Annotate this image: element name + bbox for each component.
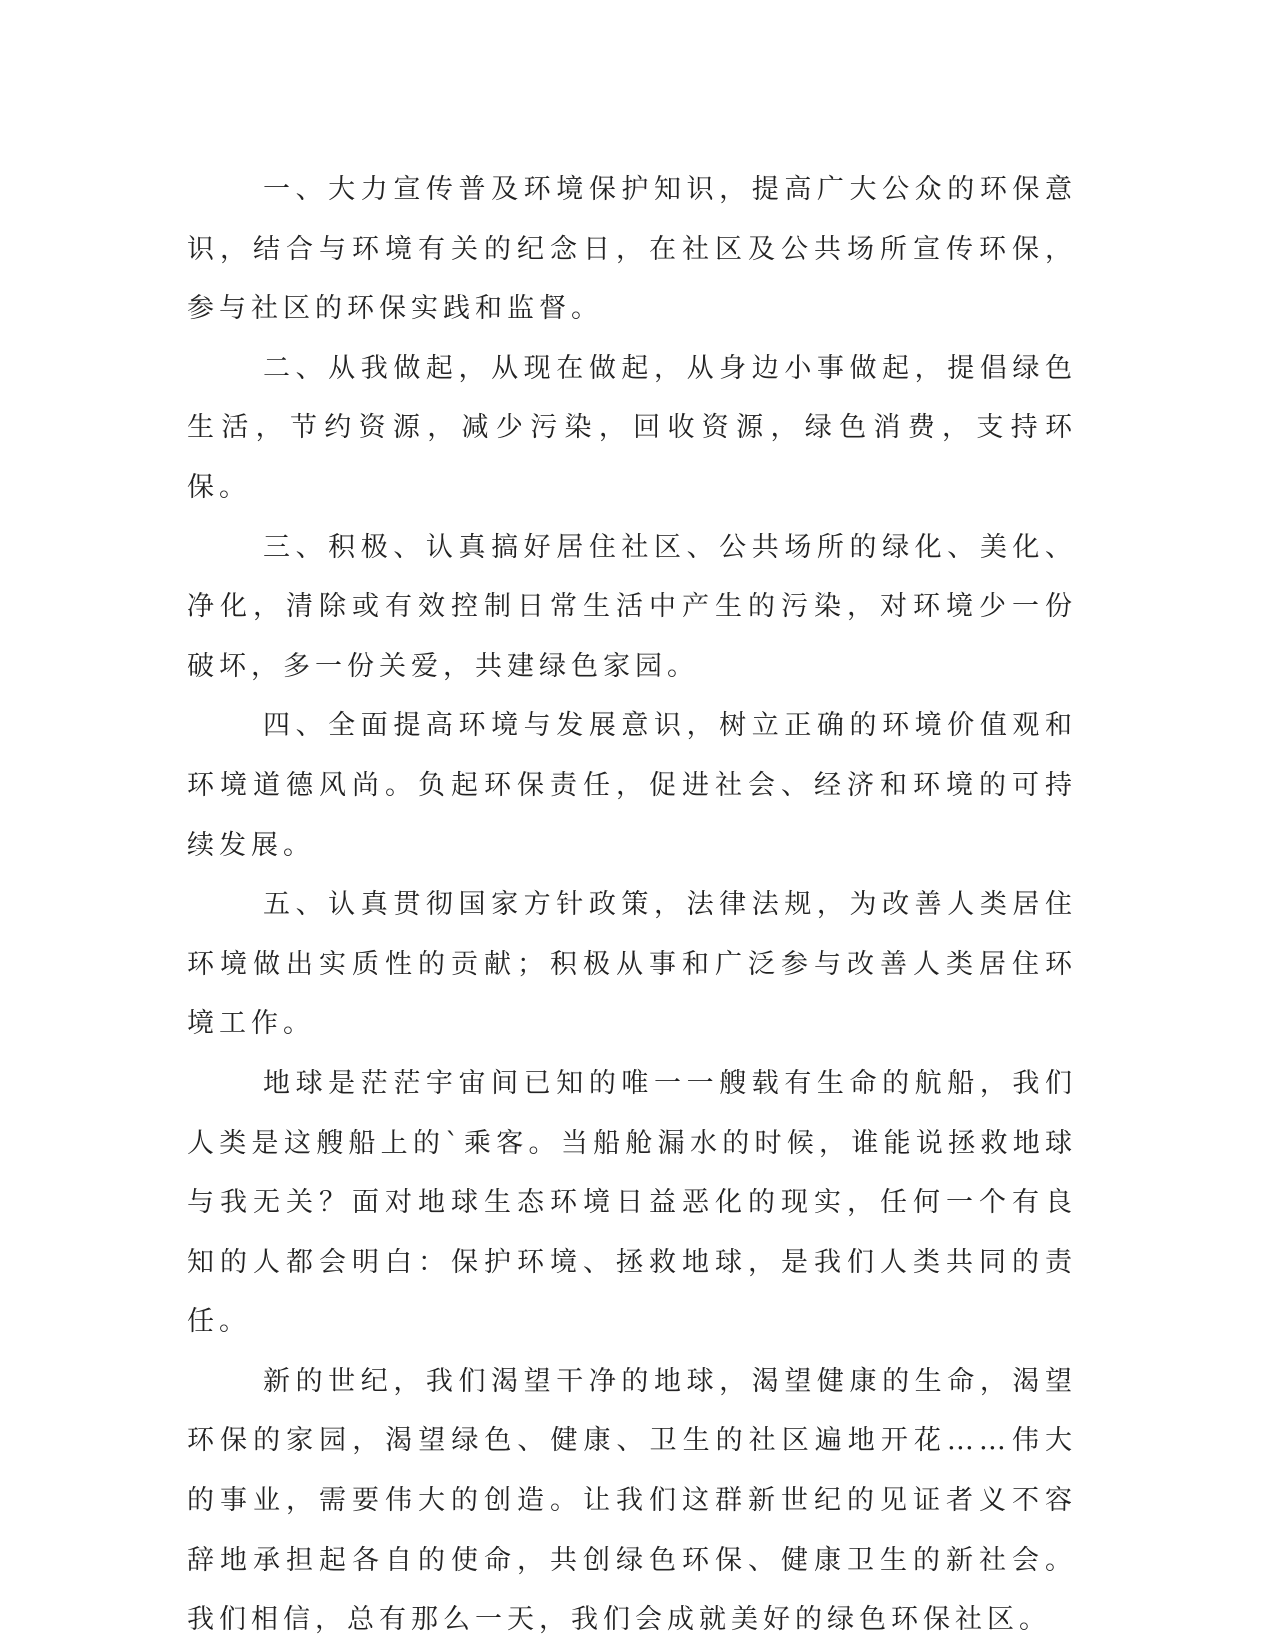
paragraph-6: 地球是茫茫宇宙间已知的唯一一艘载有生命的航船，我们人类是这艘船上的`乘客。当船舱漏水的时候，谁能说拯救地球与我无关？面对地球生态环境日益恶化的现实，任何一个有良知的人都会明白：保护环境、拯救地球，是我们人类共同的责任。 [187, 1067, 1077, 1338]
paragraph-2: 二、从我做起，从现在做起，从身边小事做起，提倡绿色生活，节约资源，减少污染，回收资源，绿色消费，支持环保。 [187, 352, 1077, 503]
paragraph-5: 五、认真贯彻国家方针政策，法律法规，为改善人类居住环境做出实质性的贡献；积极从事和广泛参与改善人类居住环境工作。 [187, 889, 1077, 1040]
document-body [187, 160, 1077, 1650]
paragraph-7: 新的世纪，我们渴望干净的地球，渴望健康的生命，渴望环保的家园，渴望绿色、健康、卫生的社区遍地开花……伟大的事业，需要伟大的创造。让我们这群新世纪的见证者义不容辞地承担起各自的使命，共创绿色环保、健康卫生的新社会。我们相信，总有那么一天，我们会成就美好的绿色环保社区。 [187, 1365, 1077, 1636]
paragraph-3: 三、积极、认真搞好居住社区、公共场所的绿化、美化、净化，清除或有效控制日常生活中产生的污染，对环境少一份破坏，多一份关爱，共建绿色家园。 [187, 531, 1077, 682]
paragraph-4: 四、全面提高环境与发展意识，树立正确的环境价值观和环境道德风尚。负起环保责任，促进社会、经济和环境的可持续发展。 [187, 710, 1077, 861]
paragraph-1: 一、大力宣传普及环境保护知识，提高广大公众的环保意识，结合与环境有关的纪念日，在社区及公共场所宣传环保，参与社区的环保实践和监督。 [187, 174, 1077, 325]
